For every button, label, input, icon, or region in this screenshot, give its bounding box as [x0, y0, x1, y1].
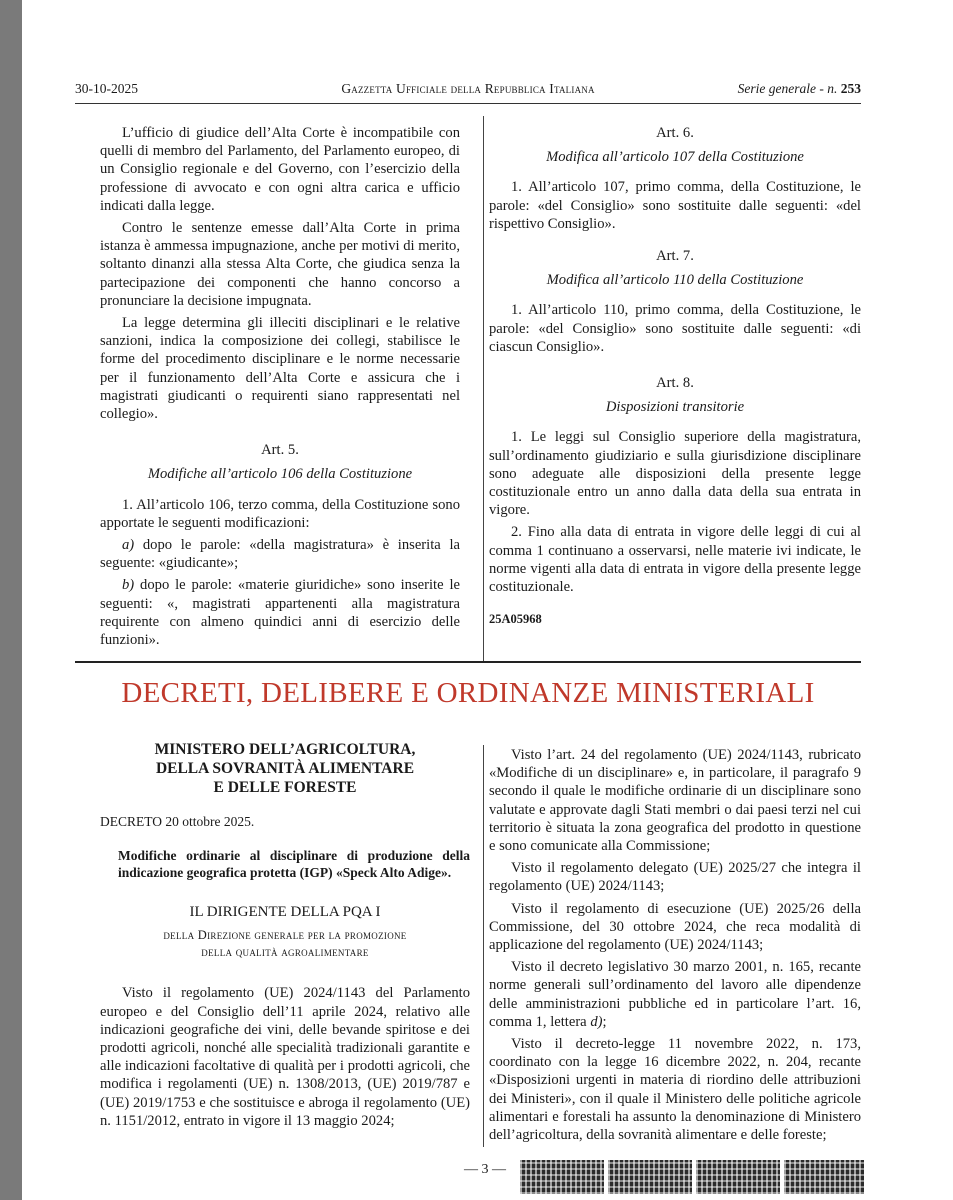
article-title: Modifica all’articolo 110 della Costituzione — [546, 272, 804, 289]
paragraph: La legge determina gli illeciti disciplinari e le relative sanzioni, indica la composizione dei collegi, stabilisce le forme del procedimento disciplinare e le norme necessarie per il funzionamento dell’Alta Corte e assicura che i magistrati giudicanti o requirenti siano rappresentati nel collegio». — [100, 315, 460, 423]
left-column — [100, 124, 460, 653]
article-title: Modifiche all’articolo 106 della Costituzione — [147, 466, 413, 483]
decree-subject: Modifiche ordinarie al disciplinare di produzione della indicazione geografica protetta (IGP) «Speck Alto Adige». — [118, 848, 470, 881]
serie-label: Serie generale - n. — [737, 81, 838, 96]
article-heading: Art. 6. — [656, 125, 694, 141]
decree-left-column — [100, 740, 470, 1134]
page-header — [75, 80, 861, 98]
article-heading: Art. 7. — [656, 248, 694, 265]
header-gazette-title: Gazzetta Ufficiale della Repubblica Italiana — [341, 81, 595, 96]
paragraph-text: Visto il decreto legislativo 30 marzo 2001, n. 165, recante norme generali sull’ordinamento del lavoro alle dipendenze delle amministrazioni pubbliche ed in particolare l’art. 16, comma 1, lettera — [489, 959, 861, 1030]
directorate — [100, 927, 470, 960]
page-number: — 3 — — [464, 1162, 506, 1177]
document-code: 25A05968 — [489, 612, 542, 627]
article-heading: Art. 5. — [261, 442, 299, 459]
list-text: dopo le parole: «materie giuridiche» sono inserite le seguenti: «, magistrati appartenenti alla magistratura requirente con almeno quindici anni di esercizio delle funzioni». — [100, 577, 460, 649]
paragraph: Visto il regolamento di esecuzione (UE) 2025/26 della Commissione, del 30 ottobre 2024, che reca modalità di applicazione del regolamento (UE) 2024/1143; — [489, 900, 861, 954]
section-rule — [75, 661, 861, 663]
section-title: DECRETI, DELIBERE E ORDINANZE MINISTERIALI — [121, 677, 815, 709]
paragraph: 1. All’articolo 110, primo comma, della Costituzione, le parole: «del Consiglio» sono sostituite dalle seguenti: «di ciascun Consiglio». — [489, 302, 861, 355]
article-heading: Art. 8. — [656, 375, 694, 392]
article-title: Modifica all’articolo 107 della Costituzione — [546, 149, 804, 166]
ministry-line: DELLA SOVRANITÀ ALIMENTARE — [155, 760, 415, 777]
list-text: dopo le parole: «della magistratura» è inserita la seguente: «giudicante»; — [100, 537, 460, 572]
paragraph: Visto il regolamento delegato (UE) 2025/27 che integra il regolamento (UE) 2024/1143; — [489, 860, 861, 895]
list-label: a) — [122, 537, 135, 554]
directorate-line: della qualità agroalimentare — [201, 944, 369, 959]
directorate-line: della Direzione generale per la promozione — [163, 928, 407, 943]
qr-code-icon — [784, 1160, 864, 1194]
header-rule — [75, 103, 861, 104]
decree-date: DECRETO 20 ottobre 2025. — [100, 814, 255, 829]
column-divider — [483, 116, 484, 662]
paragraph: Visto il regolamento (UE) 2024/1143 del Parlamento europeo e del Consiglio dell’11 aprile 2024, relativo alle indicazioni geografiche dei vini, delle bevande spiritose e dei prodotti agricoli, nonché alle specialità tradizionali garantite e alle indicazioni facoltative di qualità per i prodotti agricoli, che modifica i regolamenti (UE) n. 1308/2013, (UE) 2019/787 e (UE) 2019/1753 e che sostituisce e abroga il regolamento (UE) n. 1151/2012, entrato in vigore il 13 maggio 2024; — [100, 985, 470, 1129]
paragraph-text: ; — [602, 1013, 607, 1030]
paragraph — [100, 536, 460, 572]
serie-number: 253 — [840, 81, 861, 96]
paragraph: 1. Le leggi sul Consiglio superiore della magistratura, sull’ordinamento giudiziario e sulla giurisdizione disciplinare sono adeguate alle disposizioni della presente legge costituzionale entro un anno dalla data della sua entrata in vigore. — [489, 429, 861, 519]
signatory-title: IL DIRIGENTE DELLA PQA I — [189, 904, 381, 921]
header-serie — [738, 80, 861, 98]
ministry-line: E DELLE FORESTE — [213, 779, 357, 796]
header-date: 30-10-2025 — [75, 81, 138, 96]
list-label: b) — [122, 577, 135, 594]
paragraph: L’ufficio di giudice dell’Alta Corte è incompatibile con quelli di membro del Parlamento, del Parlamento europeo, di un Consiglio regionale e del Governo, con l’esercizio della professione di avvocato e con ogni altra carica e ufficio indicati dalla legge. — [100, 125, 460, 214]
qr-code-icon — [696, 1160, 780, 1194]
paragraph — [489, 958, 861, 1031]
decree-right-column — [489, 746, 861, 1148]
paragraph: Visto l’art. 24 del regolamento (UE) 2024/1143, rubricato «Modifiche di un disciplinare» e, in particolare, il paragrafo 9 secondo il quale le modifiche ordinarie di un disciplinare sono valutate e approvate dagli Stati membri o dai paesi terzi nel cui territorio è situata la zona geografica del prodotto in questione e sono comunicate alla Commissione; — [489, 747, 861, 855]
qr-code-icon — [520, 1160, 604, 1194]
paragraph: 1. All’articolo 107, primo comma, della Costituzione, le parole: «del Consiglio» sono sostituite dalle seguenti: «del rispettivo Consiglio». — [489, 179, 861, 232]
ministry-name — [100, 740, 470, 797]
right-column — [489, 124, 861, 632]
qr-code-icon — [608, 1160, 692, 1194]
list-label: d) — [590, 1013, 603, 1030]
paragraph: Visto il decreto-legge 11 novembre 2022, n. 173, coordinato con la legge 16 dicembre 2022, n. 204, recante «Disposizioni urgenti in materia di riordino delle attribuzioni dei Ministeri», con il quale il Ministero delle politiche agricole alimentari e forestali ha assunto la denominazione di Ministero dell’agricoltura, della sovranità alimentare e delle foreste; — [489, 1036, 861, 1144]
article-title: Disposizioni transitorie — [605, 399, 745, 416]
column-divider — [483, 745, 484, 1147]
paragraph — [100, 576, 460, 649]
paragraph: 2. Fino alla data di entrata in vigore delle leggi di cui al comma 1 continuano a osservarsi, nelle materie ivi indicate, le norme vigenti alla data di entrata in vigore della presente legge costituzionale. — [489, 524, 861, 596]
paragraph: Contro le sentenze emesse dall’Alta Corte in prima istanza è ammessa impugnazione, anche per motivi di merito, soltanto dinanzi alla stessa Alta Corte, che giudica senza la partecipazione dei componenti che hanno concorso a pronunciare la decisione impugnata. — [100, 220, 460, 309]
ministry-line: MINISTERO DELL’AGRICOLTURA, — [154, 741, 416, 758]
paragraph: 1. All’articolo 106, terzo comma, della Costituzione sono apportate le seguenti modificazioni: — [100, 496, 460, 531]
